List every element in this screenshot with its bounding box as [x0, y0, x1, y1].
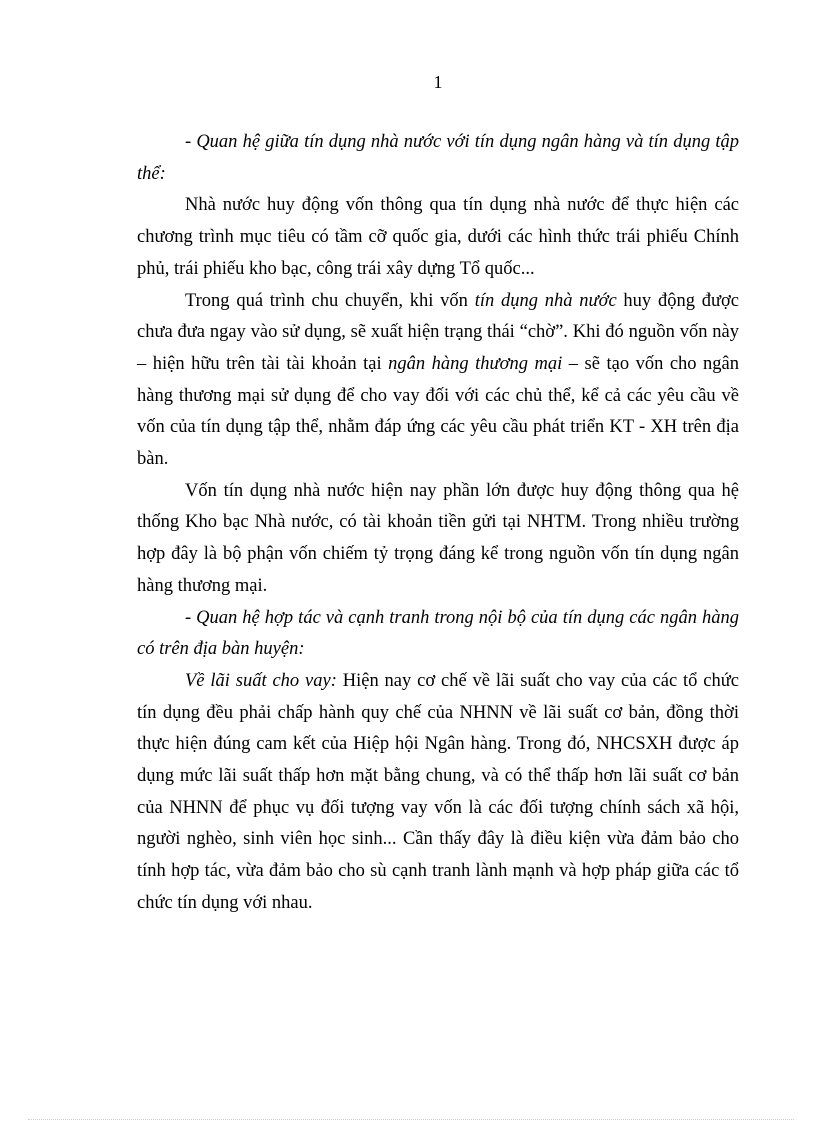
- paragraph-capital-circulation: [137, 286, 739, 476]
- section-heading-state-credit-relations: - Quan hệ giữa tín dụng nhà nước với tín dụng ngân hàng và tín dụng tập thể:: [137, 132, 739, 184]
- paragraph-text: Trong quá trình chu chuyển, khi vốn: [185, 290, 475, 311]
- page-number: 1: [433, 72, 443, 92]
- emphasis-interest-rate-lead: Về lãi suất cho vay:: [185, 670, 337, 691]
- paragraph-text: huy động được chưa đưa ngay vào sử dụng, sẽ xuất hiện trạng thái “chờ”. Khi đó nguồn vốn này – hiện hữu trên tài tài khoản tại: [137, 290, 739, 374]
- document-body: [137, 127, 739, 920]
- paragraph-lending-interest-rate: [137, 666, 739, 920]
- paragraph-text: – sẽ tạo vốn cho ngân hàng thương mại sử dụng để cho vay đối với các chủ thể, kể cả các yêu cầu về vốn của tín dụng tập thể, nhằm đáp ứng các yêu cầu phát triển KT - XH trên địa bàn.: [137, 353, 740, 470]
- paragraph-treasury-capital: Vốn tín dụng nhà nước hiện nay phần lớn được huy động thông qua hệ thống Kho bạc Nhà nước, có tài khoản tiền gửi tại NHTM. Trong nhiều trường hợp đây là bộ phận vốn chiếm tỷ trọng đáng kể trong nguồn vốn tín dụng ngân hàng thương mại.: [137, 480, 739, 596]
- section-heading-cooperation-competition: - Quan hệ hợp tác và cạnh tranh trong nội bộ của tín dụng các ngân hàng có trên địa bàn huyện:: [137, 607, 739, 660]
- emphasis-state-credit: tín dụng nhà nước: [474, 290, 617, 311]
- paragraph-state-capital-mobilization: Nhà nước huy động vốn thông qua tín dụng nhà nước để thực hiện các chương trình mục tiêu có tầm cỡ quốc gia, dưới các hình thức trái phiếu Chính phủ, trái phiếu kho bạc, công trái xây dựng Tổ quốc...: [137, 195, 739, 279]
- page-bottom-divider: [28, 1119, 794, 1120]
- emphasis-commercial-bank: ngân hàng thương mại: [388, 353, 563, 374]
- paragraph-text: Hiện nay cơ chế về lãi suất cho vay của các tổ chức tín dụng đều phải chấp hành quy chế của NHNN về lãi suất cơ bản, đồng thời thực hiện đúng cam kết của Hiệp hội Ngân hàng. Trong đó, NHCSXH được áp dụng mức lãi suất thấp hơn mặt bằng chung, và có thể thấp hơn lãi suất cơ bản của NHNN để phục vụ đối tượng vay vốn là các đối tượng chính sách xã hội, người nghèo, sinh viên học sinh... Cần thấy đây là điều kiện vừa đảm bảo cho tính hợp tác, vừa đảm bảo cho sù cạnh tranh lành mạnh và hợp pháp giữa các tổ chức tín dụng với nhau.: [137, 670, 739, 913]
